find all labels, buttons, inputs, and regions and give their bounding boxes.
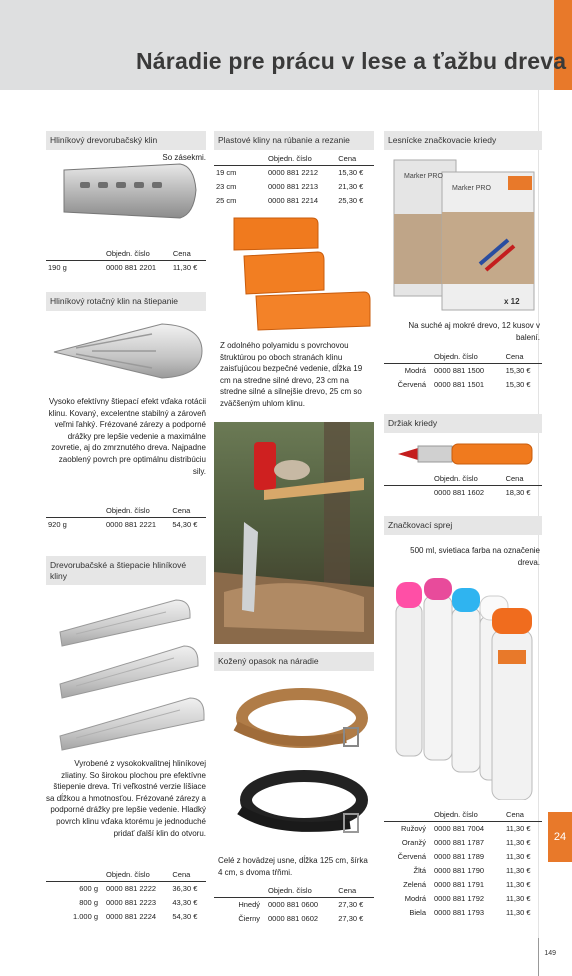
column-header-order: Objedn. číslo bbox=[104, 247, 171, 260]
price: 11,30 € bbox=[506, 837, 531, 847]
price: 54,30 € bbox=[172, 519, 198, 529]
order-number: 0000 881 2224 bbox=[106, 911, 157, 921]
table-row bbox=[384, 377, 542, 391]
column-header-order: Objedn. číslo bbox=[104, 868, 170, 881]
section-title-marking-spray: Značkovací sprej bbox=[384, 516, 542, 535]
row-label: Červená bbox=[397, 379, 426, 389]
chapter-tab: 24 bbox=[548, 812, 572, 862]
table-row bbox=[46, 881, 206, 895]
row-label: 600 g bbox=[79, 883, 98, 893]
page-number: 149 bbox=[544, 950, 556, 957]
row-label: Biela bbox=[409, 907, 426, 917]
table-row bbox=[384, 835, 542, 849]
order-number: 0000 881 1500 bbox=[434, 365, 485, 375]
order-number: 0000 881 1791 bbox=[434, 879, 485, 889]
price: 11,30 € bbox=[506, 865, 531, 875]
column-header-price: Cena bbox=[336, 884, 374, 897]
page-number-divider bbox=[538, 938, 539, 976]
price: 11,30 € bbox=[506, 823, 531, 833]
marking-spray-cans-image bbox=[388, 572, 538, 800]
table-row bbox=[214, 911, 374, 925]
price: 25,30 € bbox=[338, 195, 364, 205]
table-row bbox=[384, 905, 542, 919]
price: 11,30 € bbox=[506, 907, 531, 917]
header-band bbox=[0, 0, 572, 90]
column-header-order: Objedn. číslo bbox=[266, 884, 336, 897]
page-title: Náradie pre prácu v lese a ťažbu dreva bbox=[136, 48, 567, 74]
row-label bbox=[384, 485, 432, 499]
row-label: 1.000 g bbox=[72, 911, 98, 921]
table-row bbox=[384, 849, 542, 863]
table-row bbox=[384, 877, 542, 891]
section-title-aluminium-felling-wedge: Hliníkový drevorubačský klin bbox=[46, 131, 206, 150]
column-header-price: Cena bbox=[336, 152, 374, 165]
section-title-chalk-holder: Držiak kriedy bbox=[384, 414, 542, 433]
price: 18,30 € bbox=[505, 487, 531, 497]
price-table-marking-spray bbox=[384, 808, 542, 919]
column-header-price: Cena bbox=[504, 472, 542, 485]
column-header-order: Objedn. číslo bbox=[432, 350, 504, 363]
price: 15,30 € bbox=[505, 365, 531, 375]
row-label: Čierny bbox=[238, 913, 260, 923]
row-label: 190 g bbox=[48, 262, 67, 272]
order-number: 0000 881 7004 bbox=[434, 823, 485, 833]
marking-chalk-boxes-image bbox=[388, 154, 538, 314]
price-table-marking-chalk bbox=[384, 350, 542, 391]
section-title-marking-chalk: Lesnícke značkovacie kriedy bbox=[384, 131, 542, 150]
column-header-price: Cena bbox=[504, 808, 542, 821]
price: 11,30 € bbox=[172, 262, 198, 272]
price: 27,30 € bbox=[338, 899, 364, 909]
order-number: 0000 881 2212 bbox=[268, 167, 319, 177]
order-number: 0000 881 1501 bbox=[434, 379, 485, 389]
felling-wedges-description: Vyrobené z vysokokvalitnej hliníkovej zliatiny. So širokou plochou pre efektívne štiepenie dreva. Tri veľkostné verzie líšiace sa dĺžkou a hmotnosťou. Frézované zárezy a podporné drážky pre lepšie vedenie. Hladký povrch klinu vďaka ktorému je jednoduché pridať ďalší klin do otvoru. bbox=[46, 759, 206, 838]
rotary-wedge-description: Vysoko efektívny štiepací efekt vďaka rotácii klinu. Kovaný, excelentne stabilný a zároveň veľmi ľahký. Frézované zárezy a podporné drážky pre lepšie vedenie a maximálne zovretie, aj do zmrznutého dreva. Najpadne zaoblený povrch pre optimálnu distribúciu sily. bbox=[48, 397, 206, 476]
table-row bbox=[46, 895, 206, 909]
price: 11,30 € bbox=[506, 879, 531, 889]
order-number: 0000 881 0600 bbox=[268, 899, 319, 909]
order-number: 0000 881 1602 bbox=[434, 487, 485, 497]
table-row bbox=[46, 909, 206, 923]
price: 11,30 € bbox=[506, 893, 531, 903]
column-header-order: Objedn. číslo bbox=[104, 504, 170, 517]
row-label: 800 g bbox=[79, 897, 98, 907]
price: 27,30 € bbox=[338, 913, 364, 923]
row-label: Žltá bbox=[413, 865, 426, 875]
row-label: Modrá bbox=[404, 365, 426, 375]
order-number: 0000 881 0602 bbox=[268, 913, 319, 923]
table-row bbox=[214, 179, 374, 193]
order-number: 0000 881 1787 bbox=[434, 837, 485, 847]
order-number: 0000 881 2221 bbox=[106, 519, 157, 529]
price: 21,30 € bbox=[338, 181, 364, 191]
rotary-wedge-image bbox=[52, 318, 206, 384]
three-wedges-image bbox=[56, 592, 206, 752]
row-label: 19 cm bbox=[216, 167, 237, 177]
row-label: Oranžý bbox=[401, 837, 426, 847]
price: 43,30 € bbox=[172, 897, 198, 907]
row-label: Zelená bbox=[403, 879, 426, 889]
leather-belts-image bbox=[216, 678, 374, 848]
table-row bbox=[384, 485, 542, 499]
price-table-leather-belt bbox=[214, 884, 374, 925]
row-label: Hnedý bbox=[238, 899, 260, 909]
column-header-order: Objedn. číslo bbox=[432, 808, 504, 821]
order-number: 0000 881 1793 bbox=[434, 907, 485, 917]
column-header-price: Cena bbox=[171, 247, 206, 260]
price-table-chalk-holder bbox=[384, 472, 542, 499]
price: 54,30 € bbox=[172, 911, 198, 921]
table-row bbox=[46, 517, 206, 531]
marking-chalk-description: Na suché aj mokré drevo, 12 kusov v balení. bbox=[408, 321, 540, 342]
column-header-price: Cena bbox=[504, 350, 542, 363]
section-title-felling-splitting-wedges: Drevorubačské a štiepacie hliníkové kliny bbox=[46, 556, 206, 585]
plastic-wedges-image bbox=[226, 212, 376, 334]
aluminium-wedge-image bbox=[60, 160, 198, 224]
table-row bbox=[384, 821, 542, 835]
table-row bbox=[214, 193, 374, 207]
table-row bbox=[384, 863, 542, 877]
row-label: Ružový bbox=[400, 823, 426, 833]
price: 15,30 € bbox=[505, 379, 531, 389]
table-row bbox=[214, 165, 374, 179]
price-table-rotary-wedge bbox=[46, 504, 206, 531]
section-title-plastic-wedges: Plastové kliny na rúbanie a rezanie bbox=[214, 131, 374, 150]
felling-wedge-note: So zásekmi. bbox=[162, 153, 206, 162]
order-number: 0000 881 2214 bbox=[268, 195, 319, 205]
table-row bbox=[214, 897, 374, 911]
row-label: Červená bbox=[397, 851, 426, 861]
order-number: 0000 881 2201 bbox=[106, 262, 157, 272]
row-label: 920 g bbox=[48, 519, 67, 529]
box-label: Marker PRO bbox=[452, 185, 491, 192]
box-count: x 12 bbox=[504, 297, 520, 306]
price: 11,30 € bbox=[506, 851, 531, 861]
price-table-felling-wedge bbox=[46, 247, 206, 274]
order-number: 0000 881 1789 bbox=[434, 851, 485, 861]
column-header-price: Cena bbox=[170, 504, 206, 517]
row-label: 25 cm bbox=[216, 195, 237, 205]
price-table-plastic-wedges bbox=[214, 152, 374, 207]
forestry-work-photo bbox=[214, 422, 374, 644]
marking-spray-description: 500 ml, svietiaca farba na označenie dreva. bbox=[410, 546, 540, 567]
order-number: 0000 881 2222 bbox=[106, 883, 157, 893]
column-header-price: Cena bbox=[170, 868, 206, 881]
table-row bbox=[384, 891, 542, 905]
order-number: 0000 881 2223 bbox=[106, 897, 157, 907]
chalk-holder-image bbox=[394, 436, 538, 472]
table-row bbox=[384, 363, 542, 377]
row-label: Modrá bbox=[404, 893, 426, 903]
column-header-order: Objedn. číslo bbox=[432, 472, 504, 485]
section-title-rotary-splitting-wedge: Hliníkový rotačný klin na štiepanie bbox=[46, 292, 206, 311]
order-number: 0000 881 2213 bbox=[268, 181, 319, 191]
order-number: 0000 881 1792 bbox=[434, 893, 485, 903]
price-table-felling-wedges bbox=[46, 868, 206, 923]
price: 15,30 € bbox=[338, 167, 364, 177]
box-label: Marker PRO bbox=[404, 173, 443, 180]
column-header-order: Objedn. číslo bbox=[266, 152, 336, 165]
header-accent bbox=[554, 0, 572, 90]
table-row bbox=[46, 260, 206, 274]
leather-belt-description: Celé z hovädzej usne, dĺžka 125 cm, šírka 4 cm, s dvoma tŕňmi. bbox=[218, 856, 368, 877]
row-label: 23 cm bbox=[216, 181, 237, 191]
order-number: 0000 881 1790 bbox=[434, 865, 485, 875]
plastic-wedges-description: Z odolného polyamidu s povrchovou štruktúrou po oboch stranách klinu zaisťujúcou bezpečné vedenie, dĺžka 19 cm na stredne silné drevo, 23 cm na stredne silné a silnejšie drevo, 25 cm so zväčšeným uhlom klinu. bbox=[220, 341, 363, 408]
price: 36,30 € bbox=[172, 883, 198, 893]
section-title-leather-belt: Kožený opasok na náradie bbox=[214, 652, 374, 671]
